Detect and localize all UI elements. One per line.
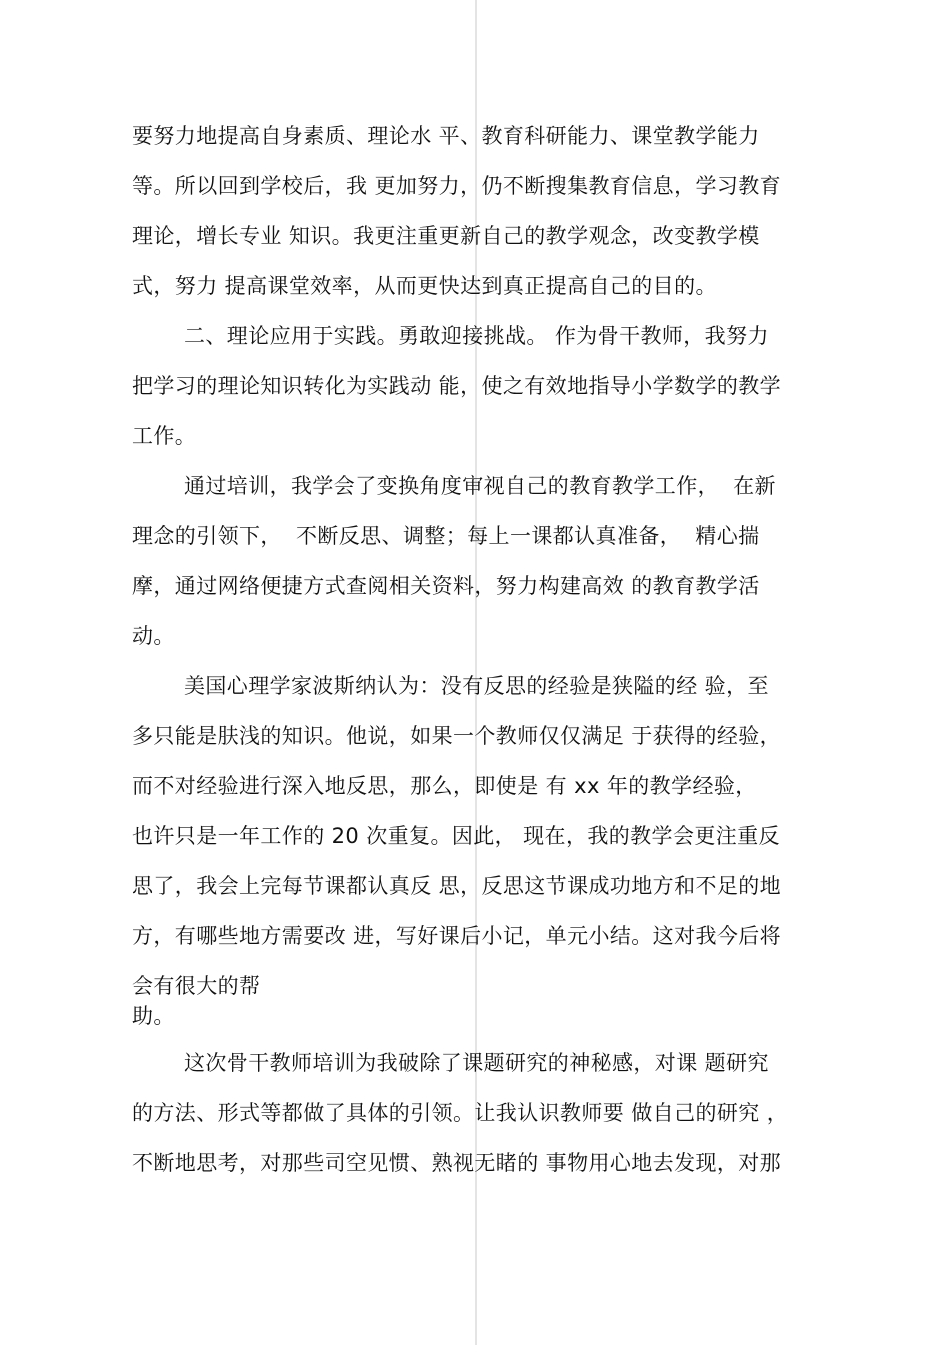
text-line: 理论，增长专业 知识。我更注重更新自己的教学观念，改变教学模 [132, 224, 760, 248]
text-line: 方，有哪些地方需要改 进，写好课后小记，单元小结。这对我今后将 [132, 924, 782, 948]
text-line: 理念的引领下， 不断反思、调整；每上一课都认真准备， 精心揣 [132, 524, 760, 548]
text-line: 工作。 [132, 424, 197, 448]
text-line: 而不对经验进行深入地反思，那么，即使是 有 xx 年的教学经验， [132, 774, 757, 798]
text-line: 等。所以回到学校后，我 更加努力，仍不断搜集教育信息，学习教育 [132, 174, 782, 198]
text-line: 二、理论应用于实践。勇敢迎接挑战。 作为骨干教师，我努力 [184, 324, 769, 348]
text-line: 也许只是一年工作的 20 次重复。因此， 现在，我的教学会更注重反 [132, 824, 780, 848]
text-line: 这次骨干教师培训为我破除了课题研究的神秘感，对课 题研究 [184, 1051, 769, 1075]
text-line: 通过培训，我学会了变换角度审视自己的教育教学工作， 在新 [184, 474, 776, 498]
text-line: 美国心理学家波斯纳认为：没有反思的经验是狭隘的经 验，至 [184, 674, 769, 698]
text-line: 助。 [132, 1004, 175, 1028]
text-line: 摩，通过网络便捷方式查阅相关资料，努力构建高效 的教育教学活 [132, 574, 760, 598]
text-line: 动。 [132, 624, 175, 648]
text-line: 要努力地提高自身素质、理论水 平、教育科研能力、课堂教学能力 [132, 124, 760, 148]
text-line: 思了，我会上完每节课都认真反 思，反思这节课成功地方和不足的地 [132, 874, 782, 898]
text-line: 把学习的理论知识转化为实践动 能，使之有效地指导小学数学的教学 [132, 374, 782, 398]
text-line: 会有很大的帮 [132, 974, 261, 998]
text-line: 不断地思考，对那些司空见惯、熟视无睹的 事物用心地去发现，对那 [132, 1151, 782, 1175]
text-line: 式，努力 提高课堂效率，从而更快达到真正提高自己的目的。 [132, 274, 717, 298]
text-line: 的方法、形式等都做了具体的引领。让我认识教师要 做自己的研究 ， [132, 1101, 789, 1125]
text-line: 多只能是肤浅的知识。他说，如果一个教师仅仅满足 于获得的经验， [132, 724, 782, 748]
